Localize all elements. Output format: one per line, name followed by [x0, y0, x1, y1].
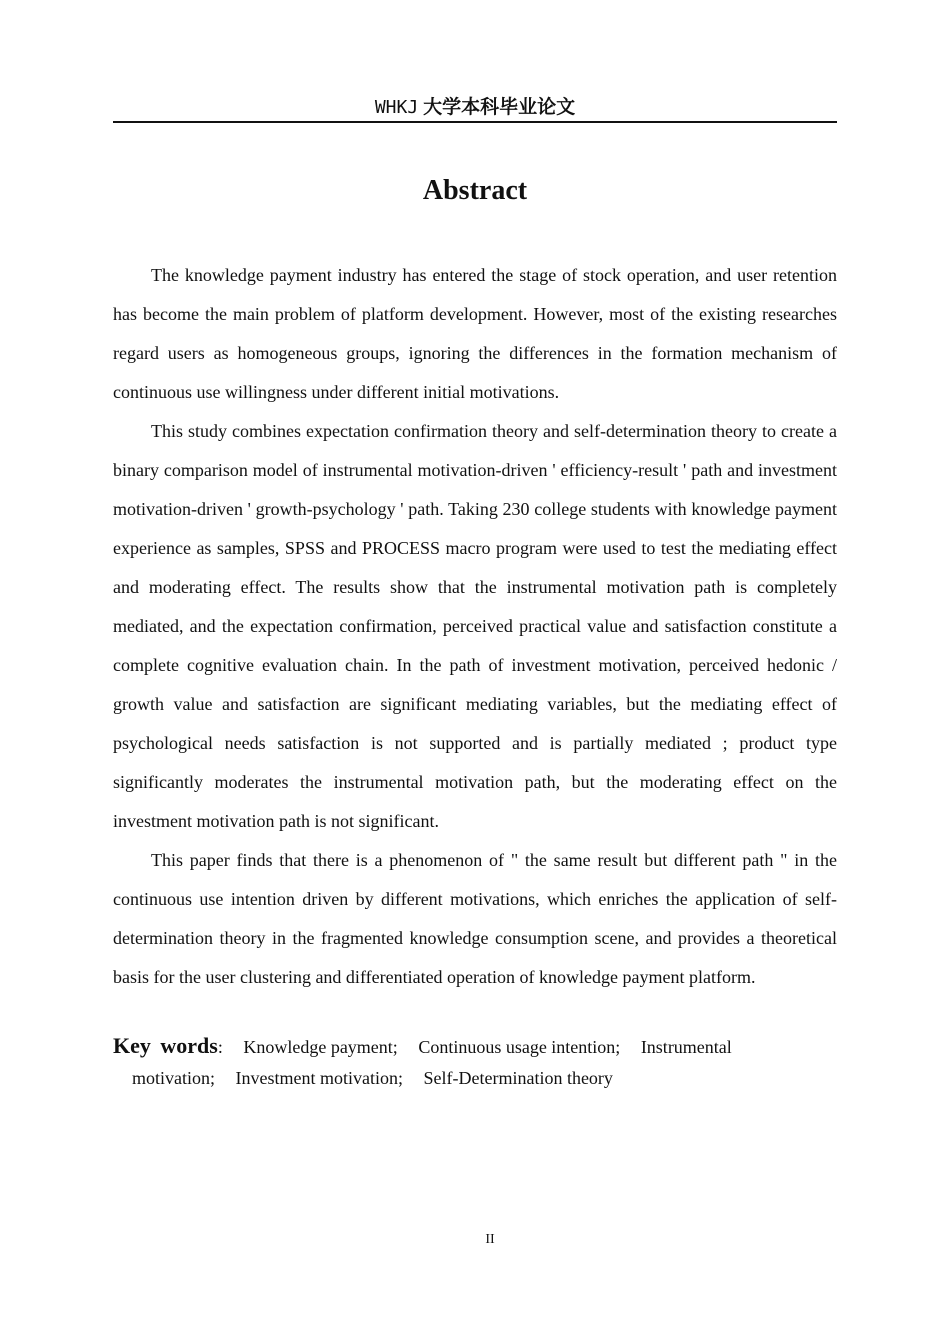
keywords-block [113, 1030, 813, 1094]
keywords-line-2 [113, 1063, 813, 1094]
abstract-paragraph-1: The knowledge payment industry has entered the stage of stock operation, and user retention has become the main problem of platform development. However, most of the existing researches regard users as homogeneous groups, ignoring the differences in the formation mechanism of continuous use willingness under different initial motivations. [113, 265, 837, 402]
page-number: II [485, 1232, 495, 1247]
running-header [113, 93, 837, 123]
page-title: Abstract [422, 175, 528, 206]
header-thesis-type: 大学本科毕业论文 [423, 96, 576, 118]
keywords-label: Key words [113, 1033, 218, 1058]
keyword-item: Knowledge payment; [243, 1037, 398, 1057]
keyword-item: motivation; [132, 1068, 215, 1088]
abstract-body [113, 256, 837, 997]
keywords-line-1 [113, 1030, 813, 1063]
abstract-paragraph-2: This study combines expectation confirmation theory and self-determination theory to create a binary comparison model of instrumental motivation-driven ' efficiency-result ' path and investment motivation-driven ' growth-psychology ' path. Taking 230 college students with knowledge payment experience as samples, SPSS and PROCESS macro program were used to test the mediating effect and moderating effect. The results show that the instrumental motivation path is completely mediated, and the expectation confirmation, perceived practical value and satisfaction constitute a complete cognitive evaluation chain. In the path of investment motivation, perceived hedonic / growth value and satisfaction are significant mediating variables, but the mediating effect of psychological needs satisfaction is not supported and is partially mediated ; product type significantly moderates the instrumental motivation path, but the moderating effect on the investment motivation path is not significant. [113, 421, 837, 831]
keyword-item: Investment motivation; [235, 1068, 403, 1088]
keyword-item: Continuous usage intention; [418, 1037, 621, 1057]
keyword-item: Instrumental [640, 1037, 732, 1057]
keywords-colon: : [217, 1037, 223, 1057]
keyword-item: Self-Determination theory [423, 1068, 613, 1088]
header-institution: WHKJ [374, 97, 419, 118]
abstract-paragraph-3: This paper finds that there is a phenomenon of " the same result but different path " in the continuous use intention driven by different motivations, which enriches the application of self-determination theory in the fragmented knowledge consumption scene, and provides a theoretical basis for the user clustering and differentiated operation of knowledge payment platform. [113, 850, 837, 987]
